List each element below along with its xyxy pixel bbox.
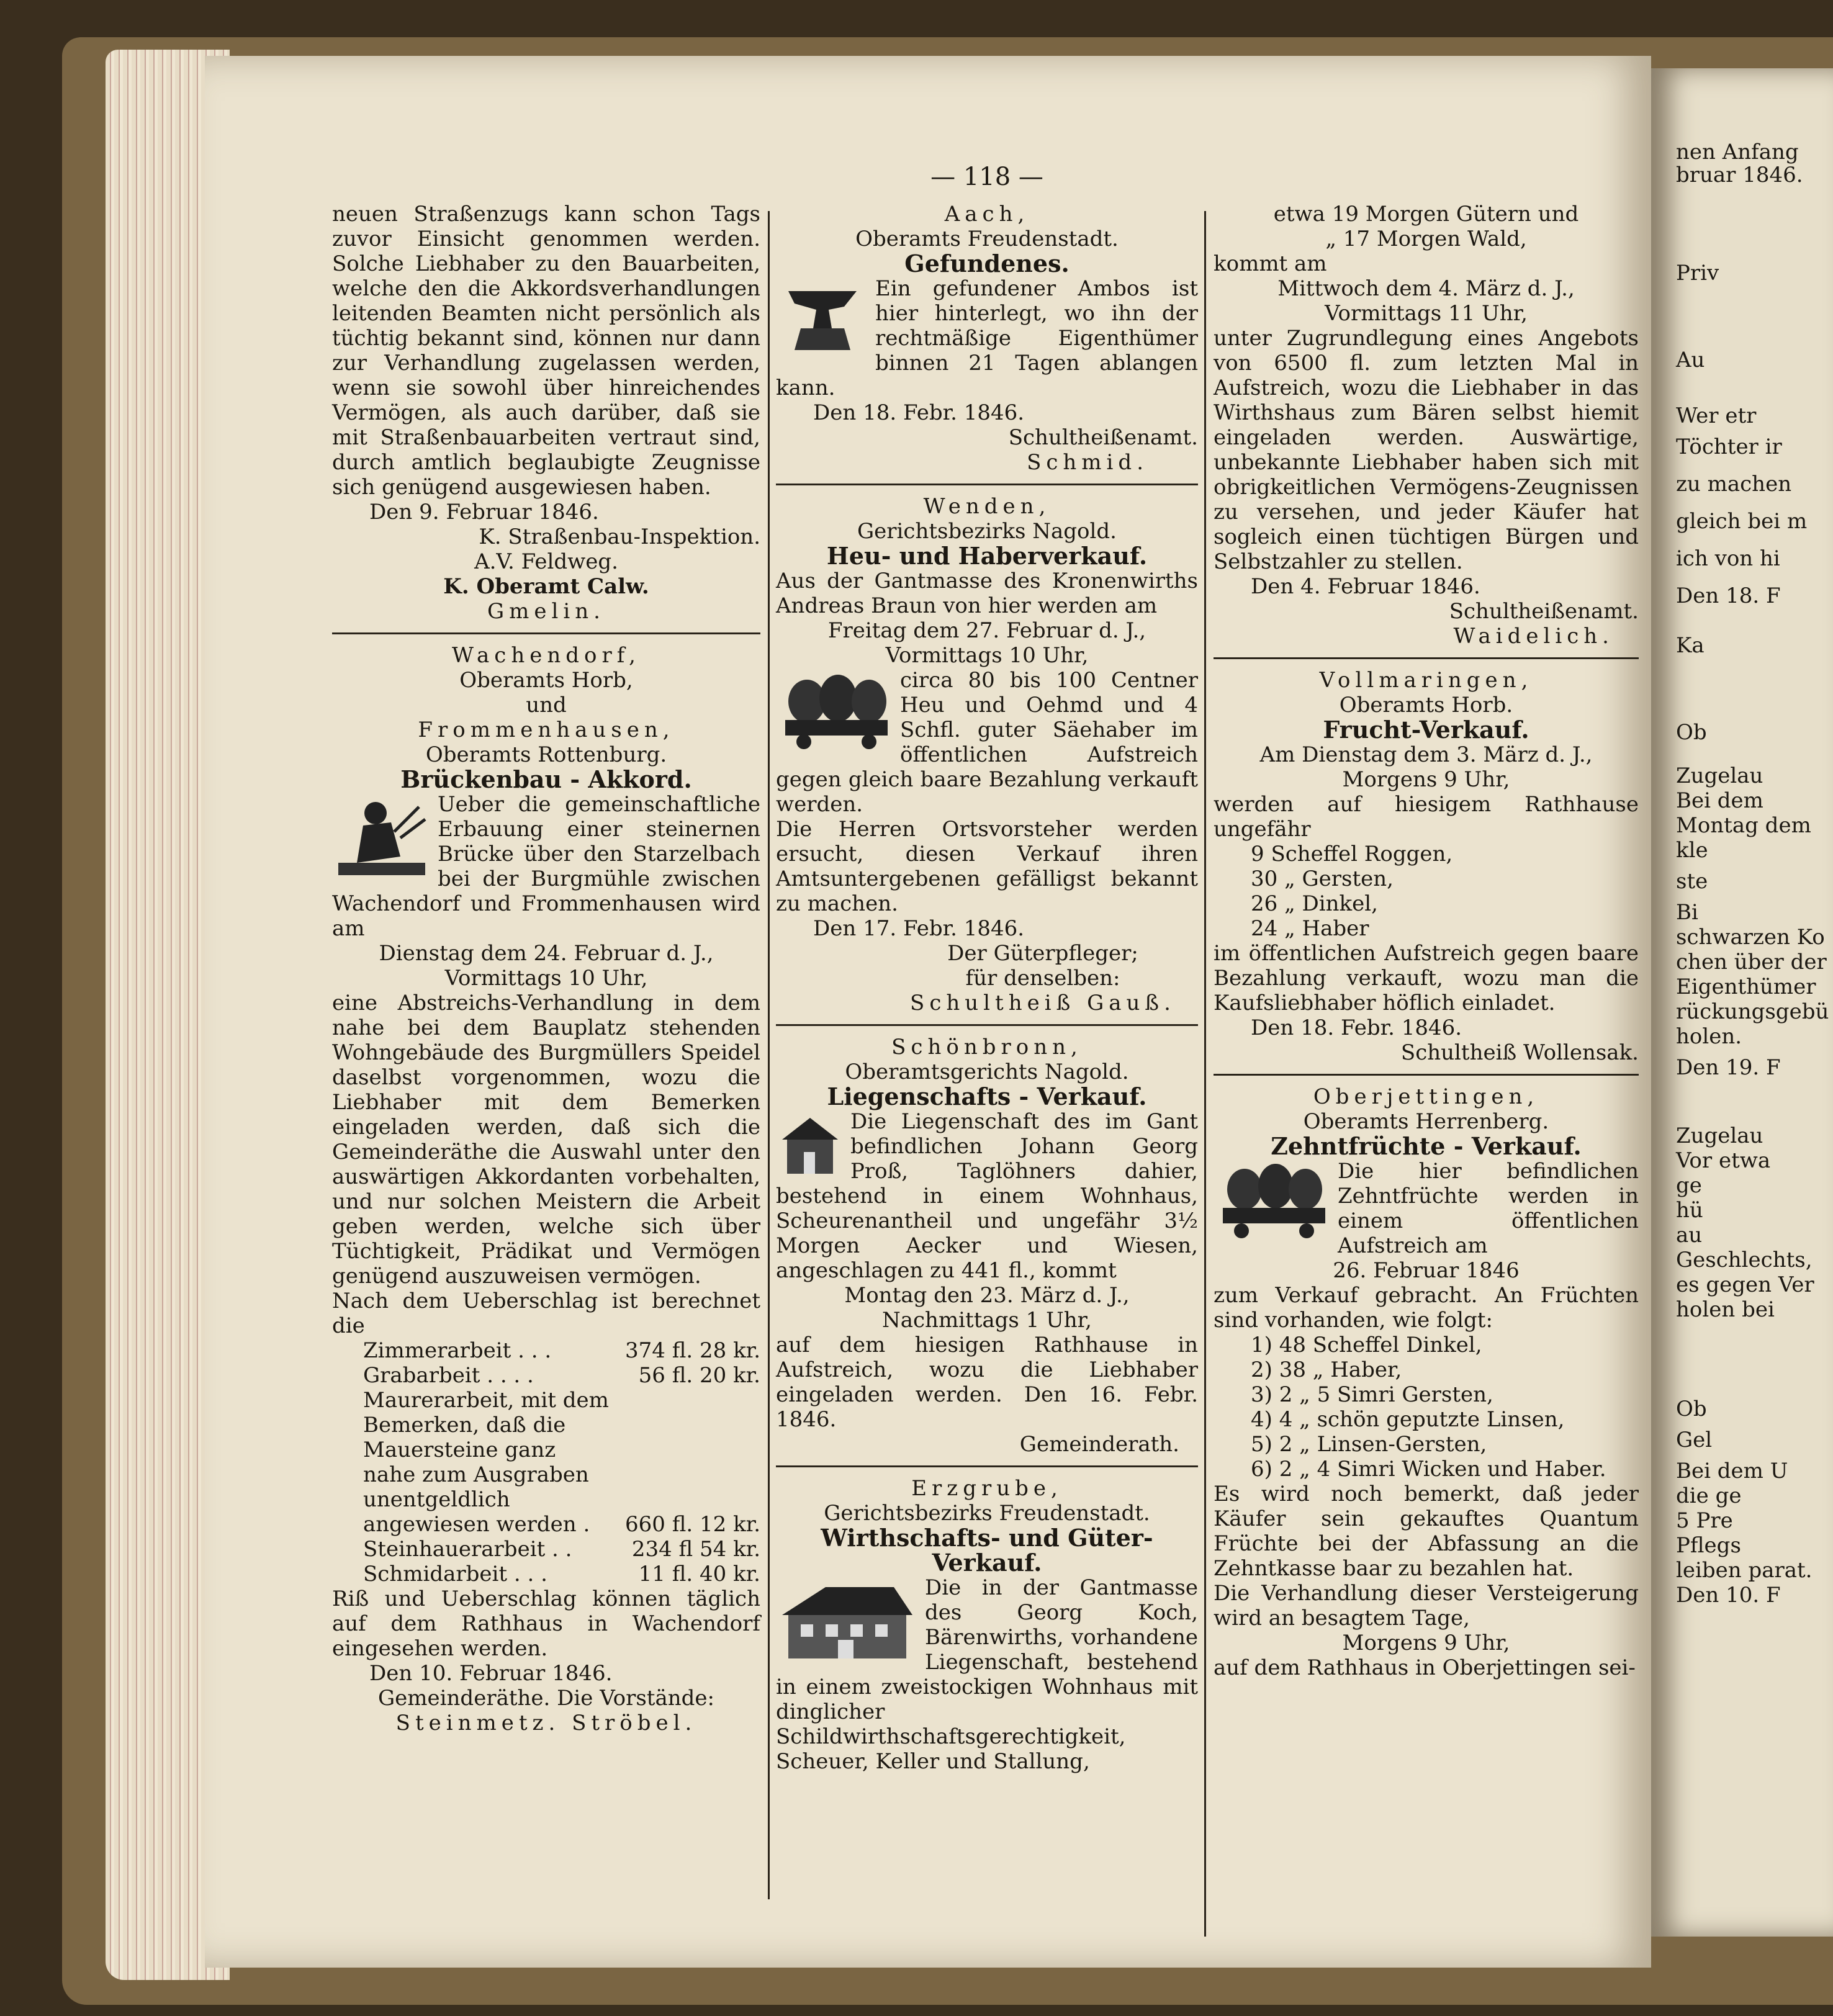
date: Den 17. Febr. 1846. [813,916,1025,941]
divider [1214,657,1639,659]
ad-when: Am Dienstag dem 3. März d. J., [1259,742,1593,767]
signature: K. Oberamt Calw. [443,574,649,599]
intro-text: neuen Straßenzugs kann schon Tags zuvor Einsicht genommen werden. Solche Liebhaber zu den Bauarbeiten, welche den die Akkordsverhandlungen leitenden Beamten nicht persönlich als tüchtig bekannt sind, können nur dann zur Verhandlung zugelassen werden, wenn sie sowohl über hinreichendes Vermögen, als auch darüber, daß sie mit Straßenbauarbeiten vertraut sind, durch amtlich beglaubigte Zeugnisse sich genügend ausgewiesen haben. [332,202,760,500]
signature: Der Güterpfleger; [947,941,1138,966]
grain-wagon-woodcut-icon [1214,1161,1331,1242]
ad-when: Vormittags 10 Uhr, [444,966,648,991]
ad-subplace: Gerichtsbezirks Nagold. [857,519,1117,544]
ad-text: Riß und Ueberschlag können täglich auf dem Rathhaus in Wachendorf eingesehen werden. [332,1586,760,1661]
cost-row [363,1338,760,1363]
ad-text: Die Herren Ortsvorsteher werden ersucht, diesen Verkauf ihren Amtsuntergebenen gefälligst bekannt zu machen. [776,817,1198,916]
list-item: 24 „ Haber [1251,916,1369,941]
ad-text: auf dem hiesigen Rathhause in Aufstreich, wozu die Liebhaber eingeladen werden. Den 16. Febr. 1846. [776,1333,1198,1432]
divider [776,1465,1198,1467]
ad-text: Nach dem Ueberschlag ist berechnet die [332,1289,760,1338]
next-page-line: kle [1676,838,1708,863]
inn-building-woodcut-icon [776,1578,919,1665]
next-page-line: gleich bei m [1676,509,1808,534]
ad-subplace: Oberamts Horb, [459,668,633,693]
ad-text: werden auf hiesigem Rathhause ungefähr [1214,792,1639,842]
ad-place: Wenden, [923,494,1051,519]
signature: Gmelin. [487,599,605,624]
ad-subplace: Oberamts Herrenberg. [1303,1109,1549,1134]
next-page-line: Wer etr [1676,403,1757,428]
ad-text: Die Verhandlung dieser Versteigerung wird an besagtem Tage, [1214,1581,1639,1631]
ad-text: Ueber die gemeinschaftliche Erbauung einer steinernen Brücke über den Starzelbach bei der Burgmühle zwischen Wachendorf und Frommenhausen wird am [332,792,760,941]
ad-text: circa 80 bis 100 Centner Heu und Oehmd und 4 Schfl. guter Säehaber im öffentlichen Aufstreich gegen gleich baare Bezahlung verkauft werden. [776,668,1198,817]
ad-when: Nachmittags 1 Uhr, [881,1308,1092,1333]
cost-label: Zimmerarbeit . . . [363,1338,552,1363]
next-page-line: Zugelau [1676,763,1763,788]
next-page-line: Den 18. F [1676,583,1781,608]
signature: Schultheißenamt. [1449,599,1639,624]
next-page-line: Töchter ir [1676,434,1782,459]
ad-when: 26. Februar 1846 [1333,1258,1520,1283]
ad-text: „ 17 Morgen Wald, [1325,227,1527,251]
ad-subplace: Oberamts Rottenburg. [425,742,667,767]
next-page-line: Ob [1676,720,1707,745]
signature: Steinmetz. Ströbel. [395,1711,697,1735]
next-page-line: Zugelau [1676,1123,1763,1148]
ad-conjunction: und [526,693,567,718]
ad-title: Heu- und Haberverkauf. [826,542,1148,570]
list-item: 26 „ Dinkel, [1251,891,1378,916]
column-1 [332,202,760,1735]
signature: Gemeinderath. [1019,1432,1179,1457]
hay-wagon-woodcut-icon [776,670,894,751]
signature: Schultheiß Gauß. [910,991,1176,1015]
cost-row [363,1388,760,1537]
list-item: 6) 2 „ 4 Simri Wicken und Haber. [1251,1457,1606,1482]
next-page-line: ge [1676,1173,1702,1198]
signature: K. Straßenbau-Inspektion. [479,524,760,549]
ad-when: Dienstag dem 24. Februar d. J., [379,941,714,966]
ad-text: auf dem Rathhaus in Oberjettingen sei- [1214,1655,1636,1680]
signature: Schultheißenamt. [1008,425,1198,450]
ad-when: Freitag dem 27. Februar d. J., [827,618,1146,643]
list-item: 9 Scheffel Roggen, [1251,842,1453,866]
ad-when: Mittwoch dem 4. März d. J., [1277,276,1575,301]
next-page-line: Montag dem [1676,813,1811,838]
ad-text: im öffentlichen Aufstreich gegen baare Bezahlung verkauft, wozu man die Kaufsliebhaber höflich einladet. [1214,941,1639,1015]
ad-text: Es wird noch bemerkt, daß jeder Käufer sein gekauftes Quantum Früchte bei der Abfassung an die Zehntkasse baar zu bezahlen hat. [1214,1482,1639,1581]
next-page-line: chen über der [1676,950,1827,974]
ad-place: Frommenhausen, [418,718,675,742]
ad-title: Wirthschafts- und Güter-Verkauf. [821,1524,1153,1577]
divider [776,484,1198,485]
ad-text: unter Zugrundlegung eines Angebots von 6500 fl. zum letzten Mal in Aufstreich, wozu die Liebhaber in das Wirthshaus zum Bären selbst hiemit eingeladen werden. Auswärtige, unbekannte Liebhaber haben sich mit obrigkeitlichen Vermögens-Zeugnissen zu versehen, und jeder Käufer hat sogleich einen tüchtigen Bürgen und Selbstzahler zu stellen. [1214,326,1639,574]
list-item: 30 „ Gersten, [1251,866,1394,891]
next-page-line: Bei dem U [1676,1459,1788,1483]
next-page-line: Den 19. F [1676,1055,1781,1080]
cost-label: Maurerarbeit, mit dem Bemerken, daß die Mauersteine ganz nahe zum Ausgraben unentgeldlich angewiesen werden . [363,1388,609,1537]
next-page-line: Ka [1676,633,1705,658]
ad-place: Wachendorf, [452,643,641,668]
ad-when: Montag den 23. März d. J., [844,1283,1130,1308]
ad-text: etwa 19 Morgen Gütern und [1273,202,1579,227]
cost-value: 234 fl 54 kr. [631,1537,760,1562]
next-page-line: die ge [1676,1483,1742,1508]
cost-value: 374 fl. 28 kr. [625,1338,760,1363]
next-page-line: nen Anfang [1676,140,1799,164]
ad-place: Aach, [944,202,1030,227]
next-page-line: au [1676,1223,1703,1248]
list-item: 3) 2 „ 5 Simri Gersten, [1251,1382,1493,1407]
ad-text: Aus der Gantmasse des Kronenwirths Andreas Braun von hier werden am [776,569,1198,618]
signature: A.V. Feldweg. [474,549,618,574]
ad-place: Vollmaringen, [1319,668,1533,693]
ad-text: Ein gefundener Ambos ist hier hinterlegt, wo ihn der rechtmäßige Eigenthümer binnen 21 Tagen ablangen kann. [776,276,1198,400]
next-page-line: Vor etwa [1676,1148,1771,1173]
ad-title: Zehntfrüchte - Verkauf. [1271,1132,1582,1160]
ad-text: kommt am [1214,251,1327,276]
next-page-line: Priv [1676,261,1719,286]
ad-when: Vormittags 10 Uhr, [885,643,1089,668]
divider [332,632,760,634]
ad-text: Die Liegenschaft des im Gant befindlichen Johann Georg Proß, Taglöhners dahier, bestehend in einem Wohnhaus, Scheurenantheil und ungefähr 3½ Morgen Aecker und Wiesen, angeschlagen zu 441 fl., kommt [776,1109,1198,1283]
small-house-woodcut-icon [776,1112,844,1180]
signature: für denselben: [965,966,1120,991]
next-page-line: holen bei [1676,1297,1775,1322]
cost-row [363,1562,760,1586]
ad-text: Die in der Gantmasse des Georg Koch, Bärenwirths, vorhandene Liegenschaft, bestehend in einem zweistockigen Wohnhaus mit dinglicher Schildwirthschaftsgerechtigkeit, Scheuer, Keller und Stallung, [776,1575,1198,1774]
ad-subplace: Oberamts Horb. [1339,693,1513,718]
divider [776,1024,1198,1026]
next-page-line: bruar 1846. [1676,163,1803,187]
ad-when: Vormittags 11 Uhr, [1325,301,1528,326]
ad-subplace: Gerichtsbezirks Freudenstadt. [824,1501,1150,1526]
signature: Waidelich. [1453,624,1614,649]
list-item: 5) 2 „ Linsen-Gersten, [1251,1432,1487,1457]
stonemason-woodcut-icon [332,794,431,881]
list-item: 2) 38 „ Haber, [1251,1357,1402,1382]
next-page-fragment [1651,68,1833,1937]
list-item: 1) 48 Scheffel Dinkel, [1251,1333,1482,1357]
next-page-line: hü [1676,1198,1703,1223]
ad-when: Morgens 9 Uhr, [1342,767,1510,792]
divider [1214,1074,1639,1076]
signature: Schmid. [1027,450,1148,475]
next-page-line: Geschlechts, [1676,1248,1813,1272]
date: Den 18. Febr. 1846. [813,400,1025,425]
column-divider [1204,211,1206,1937]
next-page-line: leiben parat. [1676,1558,1813,1583]
date: Den 9. Februar 1846. [369,500,599,524]
date: Den 18. Febr. 1846. [1251,1015,1462,1040]
next-page-line: Eigenthümer [1676,974,1816,999]
next-page-line: schwarzen Ko [1676,925,1825,950]
ad-title: Frucht-Verkauf. [1323,716,1529,744]
ad-text: zum Verkauf gebracht. An Früchten sind vorhanden, wie folgt: [1214,1283,1639,1333]
next-page-line: Pflegs [1676,1533,1741,1558]
anvil-woodcut-icon [776,279,869,353]
ad-subplace: Oberamts Freudenstadt. [855,227,1119,251]
ad-when: Morgens 9 Uhr, [1342,1631,1510,1655]
cost-row [363,1363,760,1388]
date: Den 10. Februar 1846. [369,1661,613,1686]
signature: Schultheiß Wollensak. [1400,1040,1639,1065]
cost-label: Grabarbeit . . . . [363,1363,534,1388]
next-page-line: Den 10. F [1676,1583,1781,1608]
ad-subplace: Oberamtsgerichts Nagold. [845,1060,1129,1084]
next-page-line: rückungsgebü [1676,999,1829,1024]
next-page-line: Bi [1676,900,1698,925]
cost-value: 660 fl. 12 kr. [625,1512,760,1537]
list-item: 4) 4 „ schön geputzte Linsen, [1251,1407,1565,1432]
page-number: — 118 — [930,163,1043,191]
next-page-line: zu machen [1676,472,1792,497]
column-3 [1214,202,1639,1680]
cost-label: Schmidarbeit . . . [363,1562,547,1586]
next-page-line: ich von hi [1676,546,1780,571]
ad-title: Liegenschafts - Verkauf. [827,1082,1147,1110]
ad-text: Die hier befindlichen Zehntfrüchte werden in einem öffentlichen Aufstreich am [1338,1159,1639,1258]
cost-row [363,1537,760,1562]
cost-label: Steinhauerarbeit . . [363,1537,572,1562]
ad-place: Schönbronn, [891,1035,1083,1060]
signature: Gemeinderäthe. Die Vorstände: [378,1686,714,1711]
ad-title: Brückenbau - Akkord. [400,765,692,793]
ad-place: Oberjettingen, [1313,1084,1539,1109]
next-page-line: ste [1676,869,1708,894]
next-page-line: Bei dem [1676,788,1763,813]
next-page-line: es gegen Ver [1676,1272,1814,1297]
next-page-line: holen. [1676,1024,1742,1049]
next-page-line: Au [1676,348,1705,372]
cost-value: 56 fl. 20 kr. [638,1363,760,1388]
cost-value: 11 fl. 40 kr. [638,1562,760,1586]
next-page-line: Ob [1676,1397,1707,1421]
column-2 [776,202,1198,1774]
ad-text: eine Abstreichs-Verhandlung in dem nahe bei dem Bauplatz stehenden Wohngebäude des Burgmüllers Speidel daselbst vorgenommen, wozu die Liebhaber mit dem Bemerken eingeladen werden, daß sich die Gemeinderäthe die Auswahl unter den auswärtigen Akkordanten vorbehalten, und nur solchen Meistern die Arbeit geben werden, welche sich über Tüchtigkeit, Prädikat und Vermögen genügend auszuweisen vermögen. [332,991,760,1289]
cost-table [332,1338,760,1586]
next-page-line: Gel [1676,1428,1713,1452]
next-page-line: 5 Pre [1676,1508,1733,1533]
ad-title: Gefundenes. [904,250,1070,277]
date: Den 4. Februar 1846. [1251,574,1480,599]
ad-place: Erzgrube, [911,1476,1063,1501]
column-divider [768,211,770,1899]
